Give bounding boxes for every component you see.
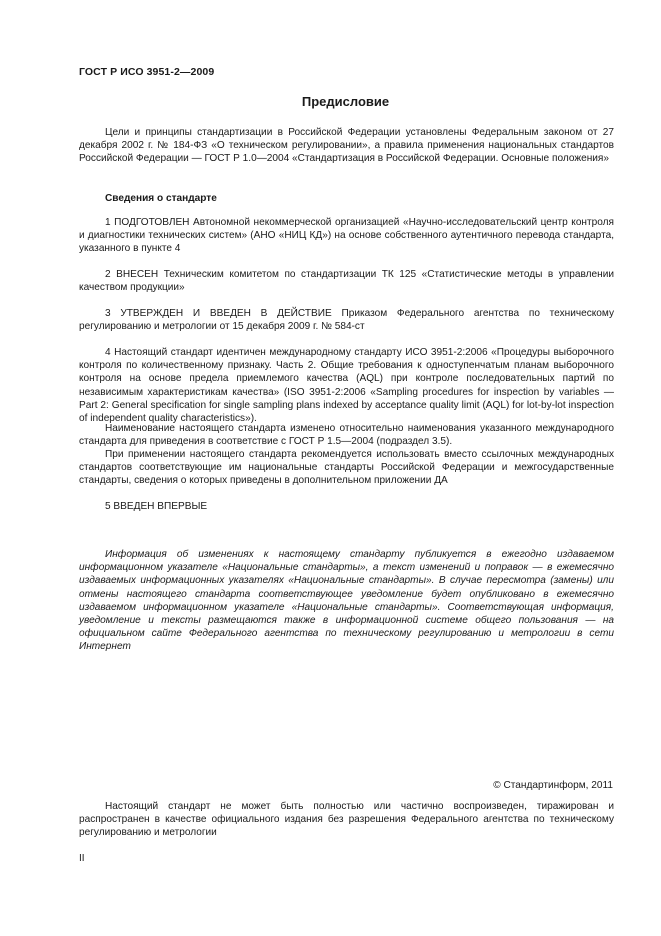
item-submitted: 2 ВНЕСЕН Техническим комитетом по стандартизации ТК 125 «Статистические методы в управлении качеством продукции» xyxy=(79,269,614,294)
item-name-changed: Наименование настоящего стандарта изменено относительно наименования указанного международного стандарта для приведения в соответствие с ГОСТ Р 1.5—2004 (подраздел 3.5). xyxy=(79,423,614,448)
reproduction-notice: Настоящий стандарт не может быть полностью или частично воспроизведен, тиражирован и распространен в качестве официального издания без разрешения Федерального агентства по техническому регулированию и метрологии xyxy=(79,801,614,839)
standard-info-heading: Сведения о стандарте xyxy=(105,193,217,204)
page-number: II xyxy=(79,853,85,864)
intro-paragraph: Цели и принципы стандартизации в Российской Федерации установлены Федеральным законом от 27 декабря 2002 г. № 184-ФЗ «О техническом регулировании», а правила применения национальных стандартов Российской Федерации — ГОСТ Р 1.0—2004 «Стандартизация в Российской Федерации. Основные положения» xyxy=(79,127,614,165)
change-info-notice: Информация об изменениях к настоящему стандарту публикуется в ежегодно издаваемом информационном указателе «Национальные стандарты», а текст изменений и поправок — в ежемесячно издаваемых информационных указателях «Национальные стандарты». В случае пересмотра (замены) или отмены настоящего стандарта соответствующее уведомление будет опубликовано в ежемесячно издаваемом информационном указателе «Национальные стандарты». Соответствующая информация, уведомление и тексты размещаются также в информационной системе общего пользования — на официальном сайте Федерального агентства по техническому регулированию и метрологии в сети Интернет xyxy=(79,549,614,653)
standard-code-header: ГОСТ Р ИСО 3951-2—2009 xyxy=(79,66,215,78)
item-prepared: 1 ПОДГОТОВЛЕН Автономной некоммерческой организацией «Научно-исследовательский центр контроля и диагностики технических систем» (АНО «НИЦ КД») на основе собственного аутентичного перевода стандарта, указанного в пункте 4 xyxy=(79,217,614,255)
copyright: © Стандартинформ, 2011 xyxy=(493,780,613,791)
item-identical: 4 Настоящий стандарт идентичен международному стандарту ИСО 3951-2:2006 «Процедуры выборочного контроля по количественному признаку. Часть 2. Общие требования к одноступенчатым планам выборочного контроля на основе предела приемлемого качества (AQL) при контроле последовательных партий по независимым характеристикам качества» (ISO 3951-2:2006 «Sampling procedures for inspection by variables — Part 2: General specification for single sampling plans indexed by acceptance quality limit (AQL) for lot-by-lot inspection of independent quality characteristics»). xyxy=(79,347,614,425)
item-first-time: 5 ВВЕДЕН ВПЕРВЫЕ xyxy=(105,501,208,512)
item-references: При применении настоящего стандарта рекомендуется использовать вместо ссылочных международных стандартов соответствующие им национальные стандарты Российской Федерации и межгосударственные стандарты, сведения о которых приведены в дополнительном приложении ДА xyxy=(79,449,614,487)
item-approved: 3 УТВЕРЖДЕН И ВВЕДЕН В ДЕЙСТВИЕ Приказом Федерального агентства по техническому регулированию и метрологии от 15 декабря 2009 г. № 584-ст xyxy=(79,308,614,333)
page-title: Предисловие xyxy=(301,94,390,109)
